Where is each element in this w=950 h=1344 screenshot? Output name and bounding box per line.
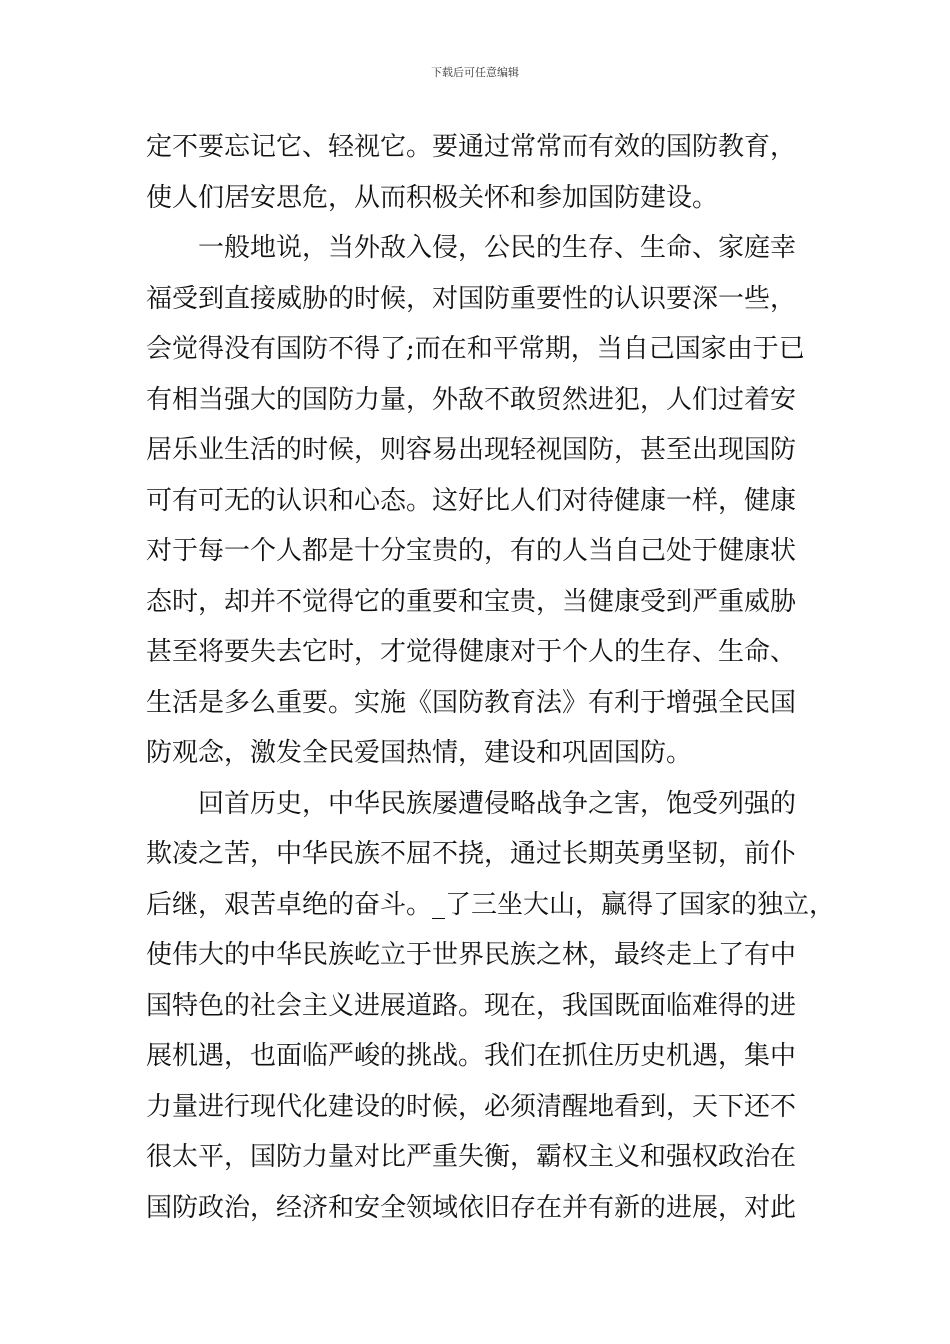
text-line: 对于每一个人都是十分宝贵的，有的人当自己处于健康状 bbox=[146, 536, 797, 566]
text-line: 居乐业生活的时候，则容易出现轻视国防，甚至出现国防 bbox=[146, 435, 797, 465]
text-line: 生活是多么重要。实施《国防教育法》有利于增强全民国 bbox=[146, 687, 797, 718]
text-line: 一般地说，当外敌入侵，公民的生存、生命、家庭幸 bbox=[198, 233, 797, 263]
text-line: 使人们居安思危，从而积极关怀和参加国防建设。 bbox=[146, 182, 719, 213]
text-line: 展机遇，也面临严峻的挑战。我们在抓住历史机遇，集中 bbox=[146, 1041, 797, 1071]
text-line: 有相当强大的国防力量，外敌不敢贸然进犯，人们过着安 bbox=[146, 384, 797, 415]
text-line: 国防政治，经济和安全领域依旧存在并有新的进展，对此 bbox=[146, 1192, 797, 1223]
document-body bbox=[146, 122, 836, 1233]
text-line: 欺凌之苦，中华民族不屈不挠，通过长期英勇坚韧，前仆 bbox=[146, 839, 797, 869]
paragraph-2 bbox=[146, 223, 826, 779]
text-line: 福受到直接威胁的时候，对国防重要性的认识要深一些， bbox=[146, 283, 797, 314]
page-header: 下载后可任意编辑 bbox=[431, 66, 519, 79]
text-line: 可有可无的认识和心态。这好比人们对待健康一样，健康 bbox=[146, 485, 797, 516]
text-line: 后继，艰苦卓绝的奋斗。_了三坐大山，赢得了国家的独立， bbox=[146, 889, 836, 920]
text-line: 使伟大的中华民族屹立于世界民族之林，最终走上了有中 bbox=[146, 940, 797, 970]
paragraph-3 bbox=[146, 779, 836, 1234]
text-line: 防观念，激发全民爱国热情，建设和巩固国防。 bbox=[146, 738, 693, 768]
text-line: 国特色的社会主义进展道路。现在，我国既面临难得的进 bbox=[146, 990, 797, 1021]
text-line: 态时，却并不觉得它的重要和宝贵，当健康受到严重威胁 bbox=[146, 586, 797, 617]
text-line: 定不要忘记它、轻视它。要通过常常而有效的国防教育， bbox=[146, 132, 797, 162]
text-line: 回首历史，中华民族屡遭侵略战争之害，饱受列强的 bbox=[198, 788, 797, 819]
text-line: 很太平，国防力量对比严重失衡，霸权主义和强权政治在 bbox=[146, 1142, 797, 1172]
text-line: 会觉得没有国防不得了;而在和平常期，当自己国家由于已 bbox=[146, 334, 805, 364]
text-line: 甚至将要失去它时，才觉得健康对于个人的生存、生命、 bbox=[146, 637, 797, 667]
text-line: 力量进行现代化建设的时候，必须清醒地看到，天下还不 bbox=[146, 1091, 797, 1122]
paragraph-1 bbox=[146, 122, 826, 223]
